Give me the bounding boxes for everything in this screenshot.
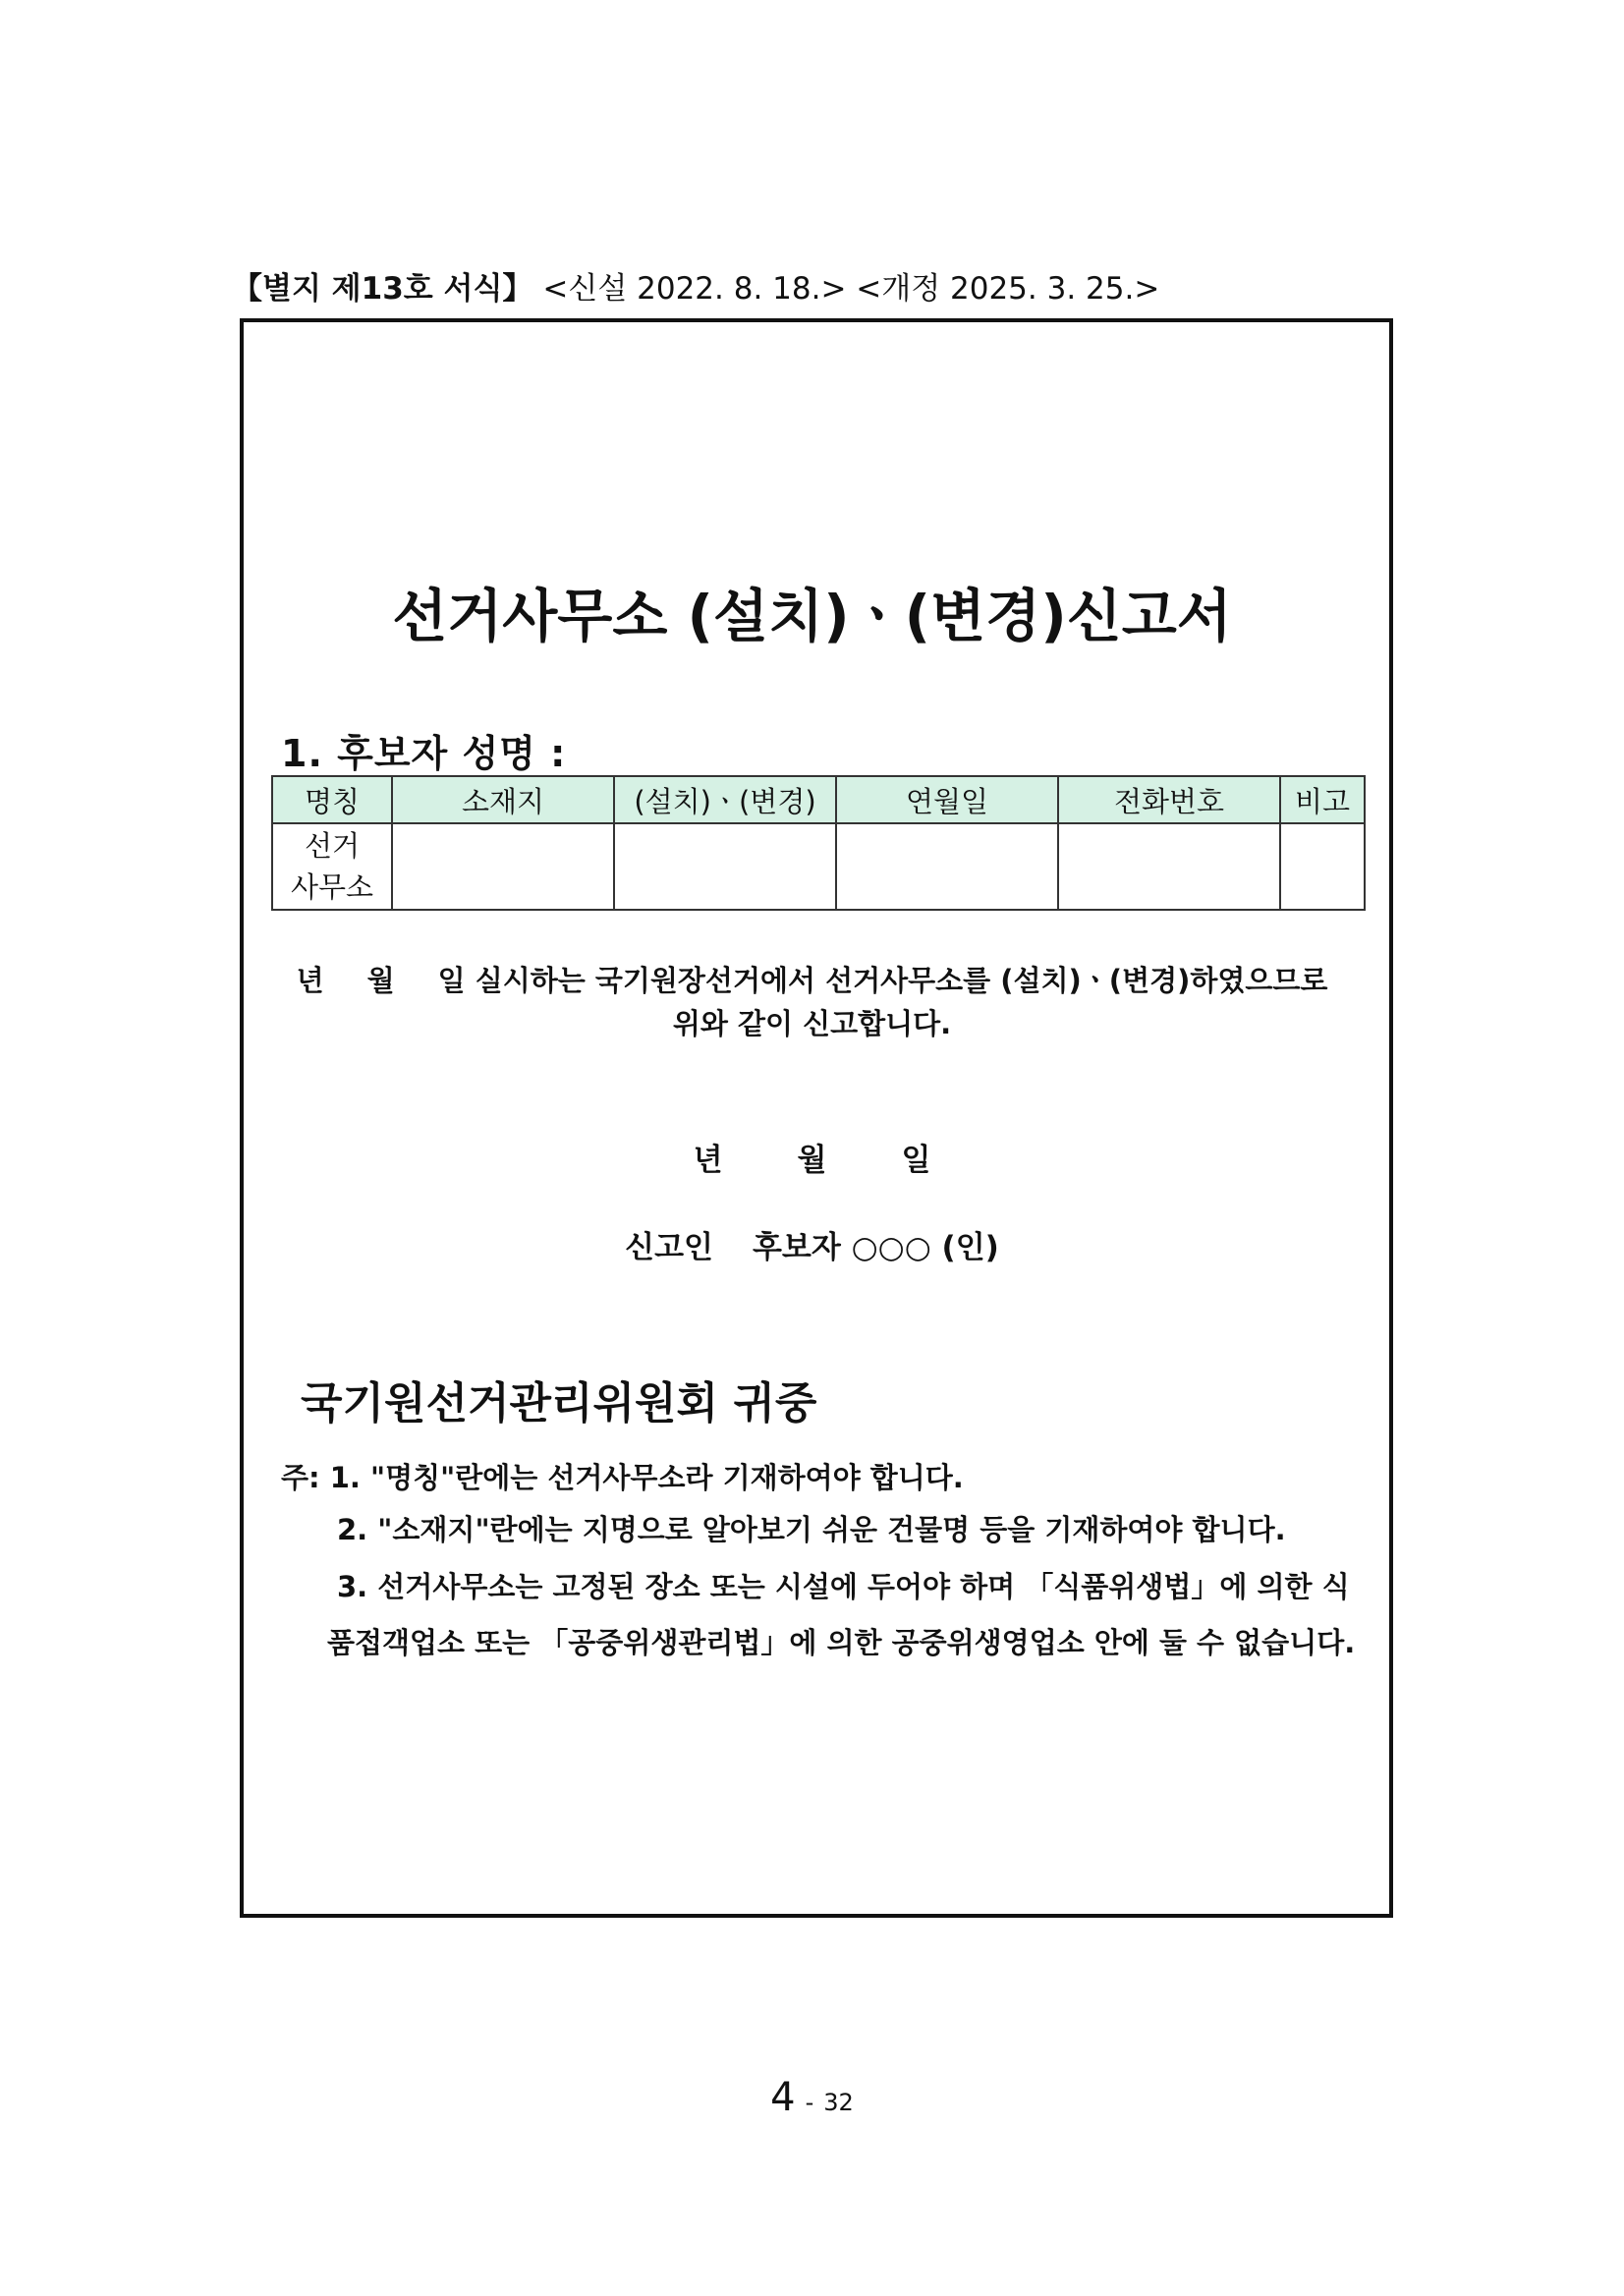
header-date: 연월일 — [836, 776, 1058, 823]
header-change-type: (설치)ㆍ(변경) — [614, 776, 836, 823]
signer-role: 후보자 ○○○ (인) — [752, 1230, 999, 1265]
cell-remarks[interactable] — [1280, 823, 1365, 910]
declaration-day: 일 — [437, 964, 466, 997]
page-number — [0, 2075, 1624, 2120]
report-date — [0, 1135, 1624, 1179]
table-row — [272, 823, 1365, 910]
report-date-day: 일 — [901, 1143, 931, 1178]
note-3-line-2: 품접객업소 또는 「공중위생관리법」에 의한 공중위생영업소 안에 둘 수 없습니다. — [327, 1626, 1356, 1659]
form-number-header — [232, 263, 1159, 308]
table-header-row — [272, 776, 1365, 823]
note-2: 2. "소재지"란에는 지명으로 알아보기 쉬운 건물명 등을 기재하여야 합니다. — [337, 1513, 1286, 1546]
page-separator: - — [805, 2089, 814, 2116]
candidate-name-label: 1. 후보자 성명 : — [281, 732, 567, 775]
form-number-label: 【별지 제13호 서식】 — [232, 271, 533, 307]
header-name: 명칭 — [272, 776, 392, 823]
office-table — [271, 775, 1366, 911]
declaration-line-2: 위와 같이 신고합니다. — [672, 1007, 952, 1040]
page-index: 32 — [823, 2089, 854, 2116]
declaration-month: 월 — [366, 964, 395, 997]
cell-phone[interactable] — [1058, 823, 1280, 910]
form-border — [240, 318, 1393, 1918]
signer-line — [0, 1222, 1624, 1266]
cell-change-type[interactable] — [614, 823, 836, 910]
addressee: 국기원선거관리위원회 귀중 — [301, 1378, 817, 1428]
report-date-month: 월 — [797, 1143, 827, 1178]
declaration-line-1 — [0, 959, 1624, 999]
report-date-year: 년 — [693, 1143, 723, 1178]
header-phone: 전화번호 — [1058, 776, 1280, 823]
declaration-text: 실시하는 국기원장선거에서 선거사무소를 (설치)ㆍ(변경)하였으므로 — [475, 964, 1328, 997]
declaration-year: 년 — [296, 964, 324, 997]
note-1: 주: 1. "명칭"란에는 선거사무소라 기재하여야 합니다. — [281, 1461, 964, 1494]
cell-date[interactable] — [836, 823, 1058, 910]
header-remarks: 비고 — [1280, 776, 1365, 823]
cell-location[interactable] — [392, 823, 614, 910]
page-chapter: 4 — [770, 2075, 796, 2120]
document-title: 선거사무소 (설치)ㆍ(변경)신고서 — [392, 583, 1232, 649]
cell-name-line2: 사무소 — [290, 870, 374, 904]
signer-label: 신고인 — [625, 1230, 713, 1265]
revision-dates: <신설 2022. 8. 18.> <개정 2025. 3. 25.> — [542, 271, 1160, 307]
note-3-line-1: 3. 선거사무소는 고정된 장소 또는 시설에 두어야 하며 「식품위생법」에 의한 식 — [337, 1570, 1350, 1603]
header-location: 소재지 — [392, 776, 614, 823]
cell-name — [272, 823, 392, 910]
cell-name-line1: 선거 — [304, 829, 361, 863]
